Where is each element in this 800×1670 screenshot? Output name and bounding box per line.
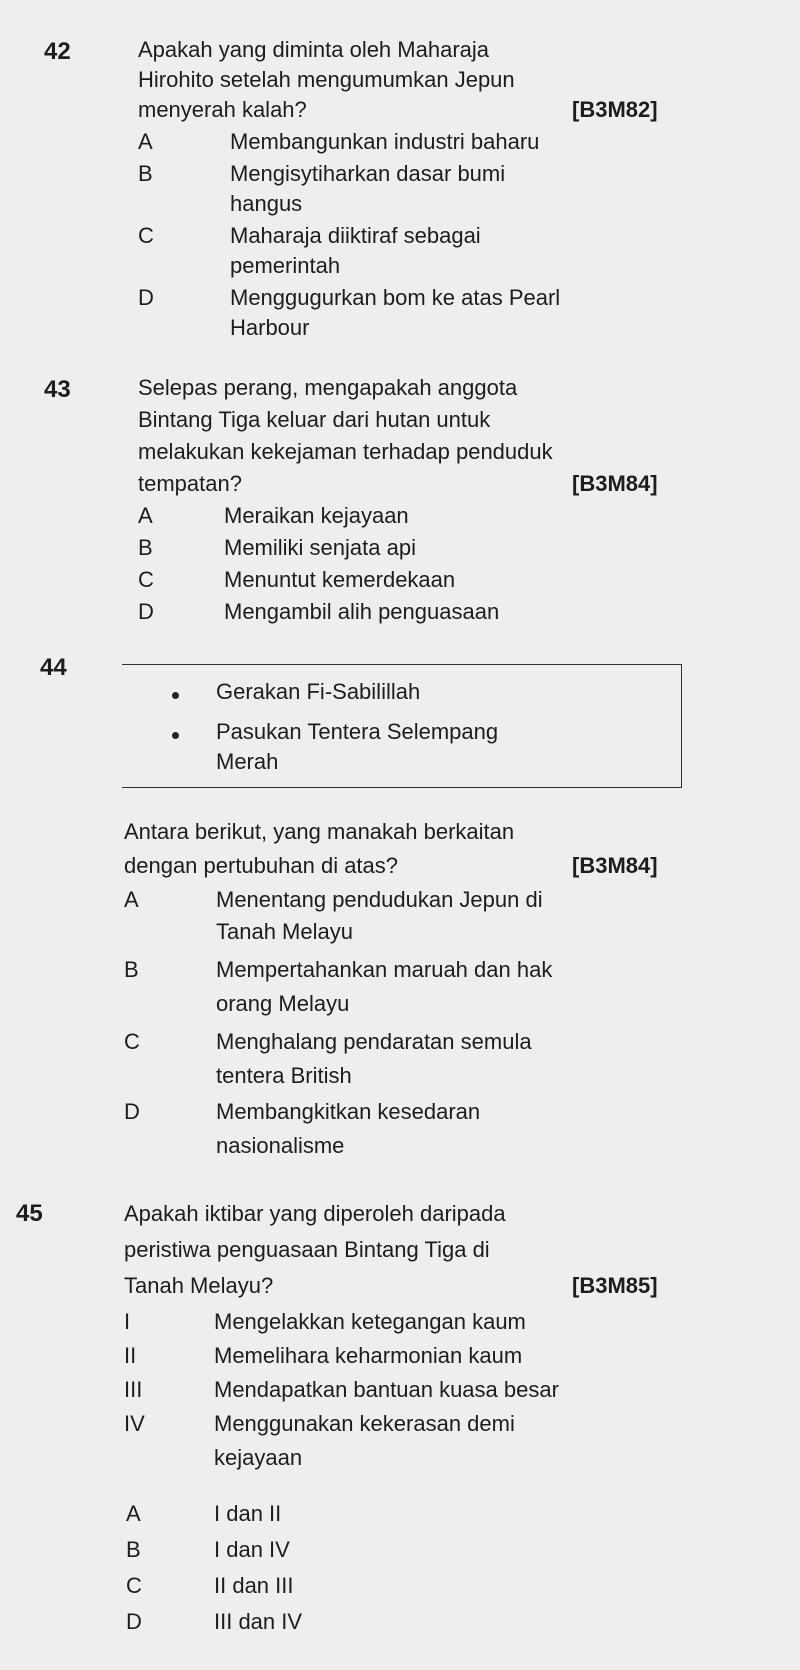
- option-letter: C: [138, 567, 154, 592]
- option-text: Memiliki senjata api: [224, 535, 416, 560]
- option-text: III dan IV: [214, 1609, 303, 1634]
- question-code: [B3M82]: [572, 97, 658, 122]
- option-text: Mengambil alih penguasaan: [224, 599, 500, 624]
- option-text: tentera British: [216, 1063, 352, 1088]
- option-text: Menggugurkan bom ke atas Pearl: [230, 285, 561, 310]
- statement-roman: IV: [124, 1411, 145, 1436]
- question-stem-line: Apakah iktibar yang diperoleh daripada: [124, 1201, 506, 1226]
- box-item: Pasukan Tentera Selempang: [216, 719, 499, 744]
- option-text: Maharaja diiktiraf sebagai: [230, 223, 481, 248]
- question-stem-line: tempatan?: [138, 471, 242, 496]
- option-letter: D: [124, 1099, 140, 1124]
- option-letter: C: [126, 1573, 142, 1598]
- option-letter: D: [138, 285, 154, 310]
- option-text: Membangunkan industri baharu: [230, 129, 540, 154]
- option-text: Harbour: [230, 315, 310, 340]
- statement-text: Memelihara keharmonian kaum: [214, 1343, 523, 1368]
- option-text: orang Melayu: [216, 991, 350, 1016]
- option-text: Meraikan kejayaan: [224, 503, 409, 528]
- option-text: hangus: [230, 191, 303, 216]
- option-letter: A: [126, 1501, 141, 1526]
- option-text: pemerintah: [230, 253, 341, 278]
- question-stem-line: peristiwa penguasaan Bintang Tiga di: [124, 1237, 490, 1262]
- question-code: [B3M84]: [572, 853, 658, 878]
- option-letter: B: [126, 1537, 141, 1562]
- statement-roman: III: [124, 1377, 143, 1402]
- box-item: Gerakan Fi-Sabilillah: [216, 679, 421, 704]
- option-text: I dan II: [214, 1501, 282, 1526]
- option-letter: A: [124, 887, 139, 912]
- question-stem-line: Hirohito setelah mengumumkan Jepun: [138, 67, 515, 92]
- box-item: Merah: [216, 749, 279, 774]
- question-stem-line: Apakah yang diminta oleh Maharaja: [138, 37, 490, 62]
- option-text: Menuntut kemerdekaan: [224, 567, 456, 592]
- option-letter: B: [124, 957, 139, 982]
- option-text: Mempertahankan maruah dan hak: [216, 957, 553, 982]
- question-code: [B3M85]: [572, 1273, 658, 1298]
- statement-text: kejayaan: [214, 1445, 303, 1470]
- option-text: Membangkitkan kesedaran: [216, 1099, 481, 1124]
- statement-roman: II: [124, 1343, 137, 1368]
- option-letter: A: [138, 503, 153, 528]
- question-stem-line: Bintang Tiga keluar dari hutan untuk: [138, 407, 491, 432]
- question-stem-line: dengan pertubuhan di atas?: [124, 853, 399, 878]
- question-stem-line: melakukan kekejaman terhadap penduduk: [138, 439, 553, 464]
- option-text: Tanah Melayu: [216, 919, 353, 944]
- option-letter: D: [138, 599, 154, 624]
- option-text: Mengisytiharkan dasar bumi: [230, 161, 506, 186]
- bullet-icon: [172, 732, 179, 739]
- question-number: 45: [16, 1200, 43, 1227]
- statement-roman: I: [124, 1309, 131, 1334]
- option-text: nasionalisme: [216, 1133, 345, 1158]
- bullet-icon: [172, 692, 179, 699]
- option-text: Menghalang pendaratan semula: [216, 1029, 532, 1054]
- option-letter: C: [138, 223, 154, 248]
- question-stem-line: Selepas perang, mengapakah anggota: [138, 375, 518, 400]
- question-number: 44: [40, 654, 67, 681]
- statement-text: Mendapatkan bantuan kuasa besar: [214, 1377, 559, 1402]
- question-number: 43: [44, 376, 71, 403]
- option-letter: D: [126, 1609, 142, 1634]
- option-text: II dan III: [214, 1573, 294, 1598]
- statement-text: Mengelakkan ketegangan kaum: [214, 1309, 526, 1334]
- option-letter: A: [138, 129, 153, 154]
- statement-text: Menggunakan kekerasan demi: [214, 1411, 515, 1436]
- option-letter: B: [138, 161, 153, 186]
- option-letter: C: [124, 1029, 140, 1054]
- option-text: Menentang pendudukan Jepun di: [216, 887, 543, 912]
- question-stem-line: Tanah Melayu?: [124, 1273, 274, 1298]
- question-code: [B3M84]: [572, 471, 658, 496]
- option-text: I dan IV: [214, 1537, 290, 1562]
- question-stem-line: menyerah kalah?: [138, 97, 307, 122]
- question-number: 42: [44, 38, 71, 65]
- question-stem-line: Antara berikut, yang manakah berkaitan: [124, 819, 515, 844]
- option-letter: B: [138, 535, 153, 560]
